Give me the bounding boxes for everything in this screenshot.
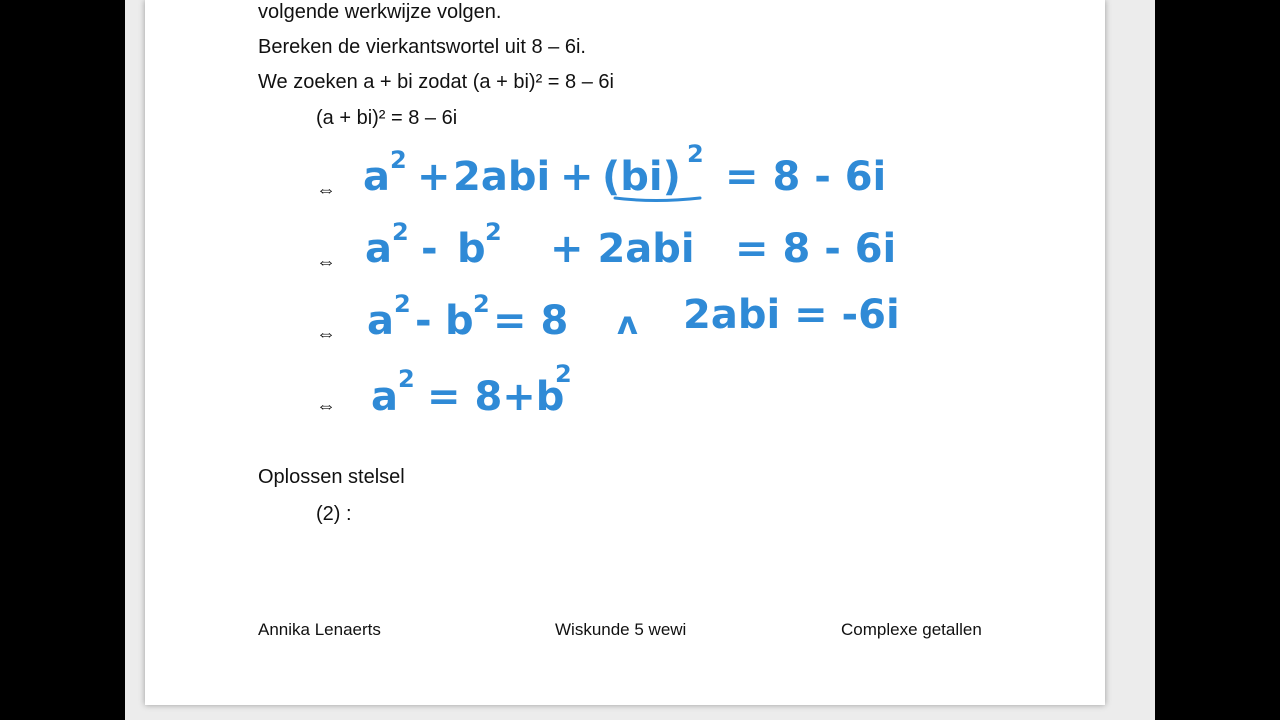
hw3-a: a <box>367 298 394 344</box>
footer-course: Wiskunde 5 wewi <box>555 620 687 639</box>
hw3-b: b <box>445 298 474 344</box>
hw1-a: a <box>363 154 390 200</box>
handwritten-line-2 <box>365 218 896 272</box>
hw2-sq1: 2 <box>392 218 409 246</box>
hw1-sq2: 2 <box>687 140 704 168</box>
hw4-a: a <box>371 374 398 420</box>
hw1-bi-paren: (bi) <box>602 154 681 200</box>
equivalence-symbol-4: ⇔ <box>316 395 336 417</box>
footer-author: Annika Lenaerts <box>258 620 381 639</box>
hw2-a: a <box>365 226 392 272</box>
equivalence-symbol-2: ⇔ <box>316 251 336 273</box>
hw3-rhs: 2abi = -6i <box>683 292 900 338</box>
hw3-eq: = 8 <box>493 298 569 344</box>
indented-equation: (a + bi)² = 8 – 6i <box>316 107 458 129</box>
subitem-label: (2) : <box>316 503 352 525</box>
hw1-rhs: = 8 - 6i <box>725 154 887 200</box>
hw3-minus: - <box>415 298 432 344</box>
hw4-eq: = 8+b <box>427 374 565 420</box>
hw2-rest: + 2abi <box>550 226 695 272</box>
hw4-sq1: 2 <box>398 365 415 393</box>
handwritten-line-4 <box>371 360 572 420</box>
equivalence-symbol-1: ⇔ <box>316 179 336 201</box>
hw2-b: b <box>457 226 486 272</box>
document-page <box>145 0 1105 705</box>
equivalence-symbol-3: ⇔ <box>316 323 336 345</box>
hw4-sq2: 2 <box>555 360 572 388</box>
text-line-2: Bereken de vierkantswortel uit 8 – 6i. <box>258 36 586 58</box>
hw2-sq2: 2 <box>485 218 502 246</box>
hw3-sq1: 2 <box>394 290 411 318</box>
hw1-plus: + <box>417 154 451 200</box>
hw2-rhs: = 8 - 6i <box>735 226 897 272</box>
section-heading: Oplossen stelsel <box>258 466 405 488</box>
handwritten-equations <box>145 0 1105 705</box>
hw3-sq2: 2 <box>473 290 490 318</box>
handwritten-line-3 <box>367 290 900 344</box>
text-line-1: volgende werkwijze volgen. <box>258 1 502 23</box>
handwritten-line-1 <box>363 140 886 201</box>
hw1-plus2: + <box>560 154 594 200</box>
hw3-and: ʌ <box>617 304 638 342</box>
hw2-minus: - <box>421 226 438 272</box>
hw1-sq1: 2 <box>390 146 407 174</box>
text-line-3: We zoeken a + bi zodat (a + bi)² = 8 – 6i <box>258 71 614 93</box>
footer-topic: Complexe getallen <box>841 620 982 639</box>
hw1-term2: 2abi <box>453 154 551 200</box>
